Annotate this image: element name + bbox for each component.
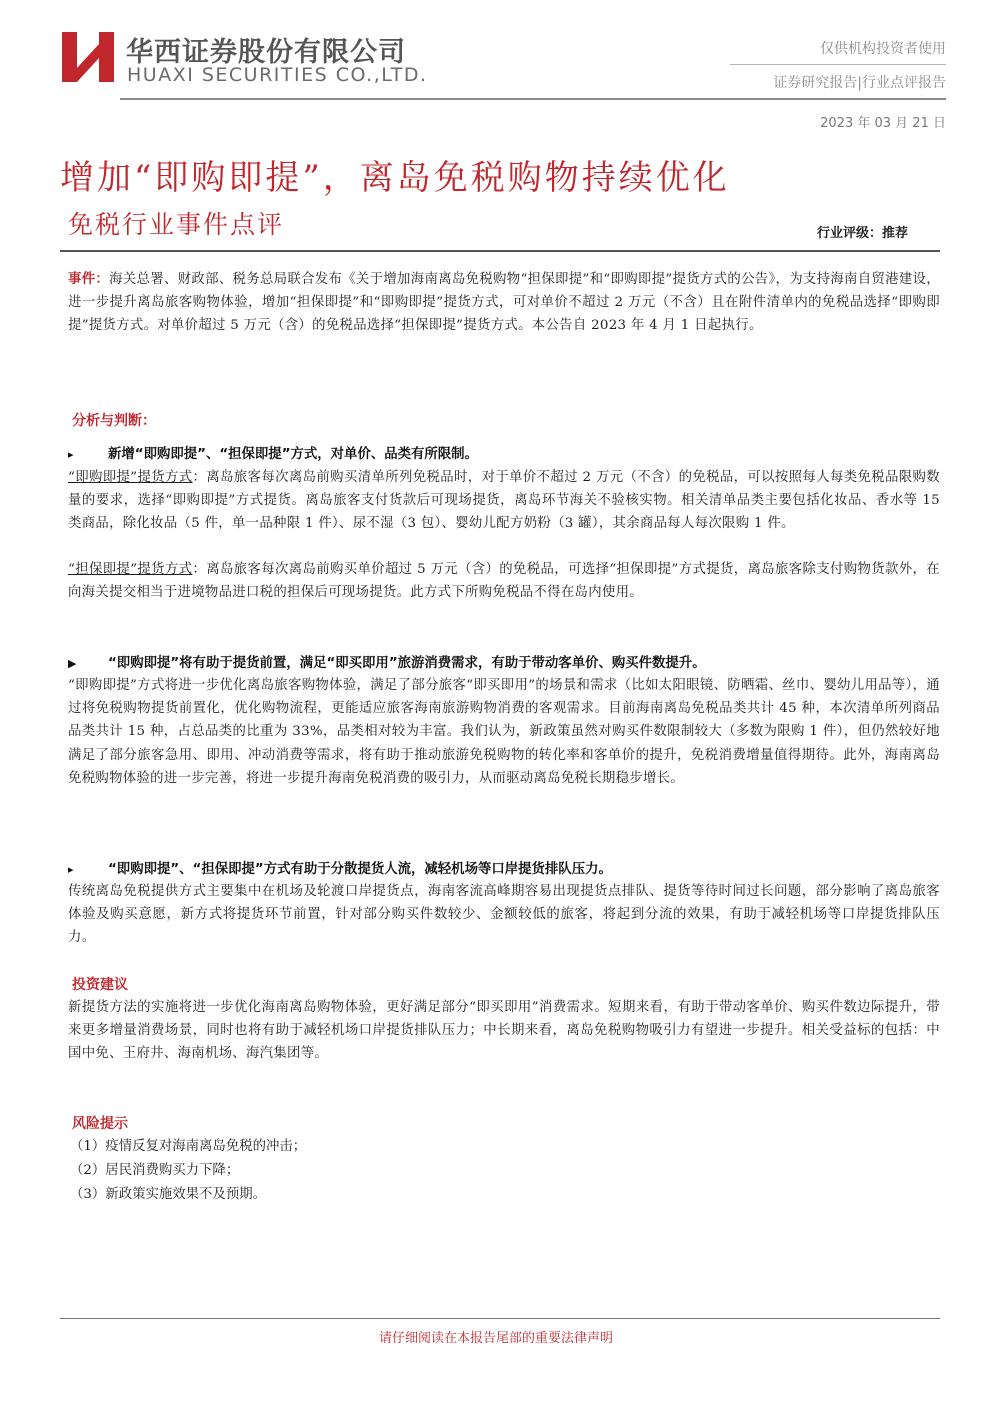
event-label: 事件： (68, 271, 110, 287)
risk-item: （1）疫情反复对海南离岛免税的冲击； (70, 1139, 307, 1154)
analysis-point-1-para-1: “即购即提”提货方式：离岛旅客每次离岛前购买清单所列免税品时，对于单价不超过 2 万元（不含）的免税品，可以按照每人每类免税品限购数量的要求，选择“即购即提”方式提货。离岛旅客支付货款后可现场提货，离岛环节海关不验核实物。相关清单品类主要包括化妆品、香水等 15 类商品，除化妆品（5 件，单一品种限 1 件）、尿不湿（3 包）、婴幼儿配方奶粉（3 罐），其余商品每人每次限购 1 件。 (68, 470, 940, 532)
event-paragraph (68, 268, 940, 338)
huaxi-logo-icon (62, 30, 114, 84)
event-text: 海关总署、财政部、税务总局联合发布《关于增加海南离岛免税购物“担保即提”和“即购即提”提货方式的公告》，为支持海南自贸港建设，进一步提升离岛旅客购物体验，增加“担保即提”和“即购即提”提货方式，可对单价不超过 2 万元（不含）且在附件清单内的免税品选择“即购即提”提货方式。对单价超过 5 万元（含）的免税品选择“担保即提”提货方式。本公告自 2023 年 4 月 1 日起执行。 (68, 272, 941, 334)
analysis-point-2-headline: ▶ “即购即提”将有助于提货前置，满足“即买即用”旅游消费需求，有助于带动客单价、购买件数提升。 (68, 656, 706, 671)
investment-paragraph: 新提货方法的实施将进一步优化海南离岛购物体验，更好满足部分“即买即用”消费需求。短期来看，有助于带动客单价、购买件数边际提升，带来更多增量消费场景，同时也将有助于减轻机场口岸提货排队压力；中长期来看，离岛免税购物吸引力有望进一步提升。相关受益标的包括：中国中免、王府井、海南机场、海汽集团等。 (68, 1000, 940, 1062)
header-divider (730, 64, 946, 65)
page-title: 增加“即购即提”，离岛免税购物持续优化 (60, 158, 730, 198)
risk-item: （2）居民消费购买力下降； (70, 1163, 240, 1178)
investment-heading: 投资建议 (72, 977, 128, 993)
header-rule (120, 98, 946, 100)
footer-rule (60, 1318, 940, 1319)
analysis-point-3-para-1: 传统离岛免税提供方式主要集中在机场及轮渡口岸提货点，海南客流高峰期容易出现提货点排队、提货等待时间过长问题，部分影响了离岛旅客体验及购买意愿，新方式将提货环节前置，针对部分购买件数较少、金额较低的旅客，将起到分流的效果，有助于减轻机场等口岸提货排队压力。 (68, 884, 940, 946)
company-name-en: HUAXI SECURITIES CO.,LTD. (127, 64, 428, 86)
analysis-point-3-headline: ▸ “即购即提”、“担保即提”方式有助于分散提货人流，减轻机场等口岸提货排队压力。 (68, 862, 612, 877)
report-type-tag: 证券研究报告|行业点评报告 (773, 75, 946, 91)
bullet-arrow-icon: ▸ (68, 448, 74, 461)
method-label-immediate: “即购即提”提货方式 (68, 470, 193, 485)
risk-heading: 风险提示 (72, 1116, 128, 1132)
bullet-arrow-icon: ▸ (68, 863, 74, 876)
analysis-point-1-para-2: “担保即提”提货方式：离岛旅客每次离岛前购买单价超过 5 万元（含）的免税品，可选择“担保即提”方式提货，离岛旅客除支付购物货款外，在向海关提交相当于进境物品进口税的担保后可现场提货。此方式下所购免税品不得在岛内使用。 (68, 562, 940, 601)
method-label-guarantee: “担保即提”提货方式 (68, 562, 193, 577)
industry-rating: 行业评级：推荐 (816, 226, 908, 241)
analysis-point-1-headline: ▸ 新增“即购即提”、“担保即提”方式，对单价、品类有所限制。 (68, 447, 478, 462)
page-subtitle: 免税行业事件点评 (68, 210, 285, 239)
analysis-point-2-para-1: “即购即提”方式将进一步优化离岛旅客购物体验，满足了部分旅客“即买即用”的场景和需求（比如太阳眼镜、防晒霜、丝巾、婴幼儿用品等），通过将免税购物提货前置化，优化购物流程，更能适应旅客海南旅游购物消费的客观需求。目前海南离岛免税品类共计 45 种，本次清单所列商品品类共计 15 种，占总品类的比重为 33%，品类相对较为丰富。我们认为，新政策虽然对购买件数限制较大（多数为限购 1 件），但仍然较好地满足了部分旅客急用、即用、冲动消费等需求，将有助于推动旅游免税购物的转化率和客单价的提升，免税消费增量值得期待。此外，海南离岛免税购物体验的进一步完善，将进一步提升海南免税消费的吸引力，从而驱动离岛免税长期稳步增长。 (68, 678, 940, 786)
analysis-heading: 分析与判断： (72, 413, 156, 429)
company-name-cn: 华西证券股份有限公司 (126, 37, 406, 68)
bullet-arrow-icon: ▶ (68, 657, 77, 670)
title-rule (60, 250, 940, 252)
legal-notice-footer: 请仔细阅读在本报告尾部的重要法律声明 (378, 1331, 613, 1346)
risk-item: （3）新政策实施效果不及预期。 (70, 1187, 266, 1202)
investor-tag: 仅供机构投资者使用 (820, 41, 946, 57)
report-date: 2023 年 03 月 21 日 (820, 116, 946, 131)
